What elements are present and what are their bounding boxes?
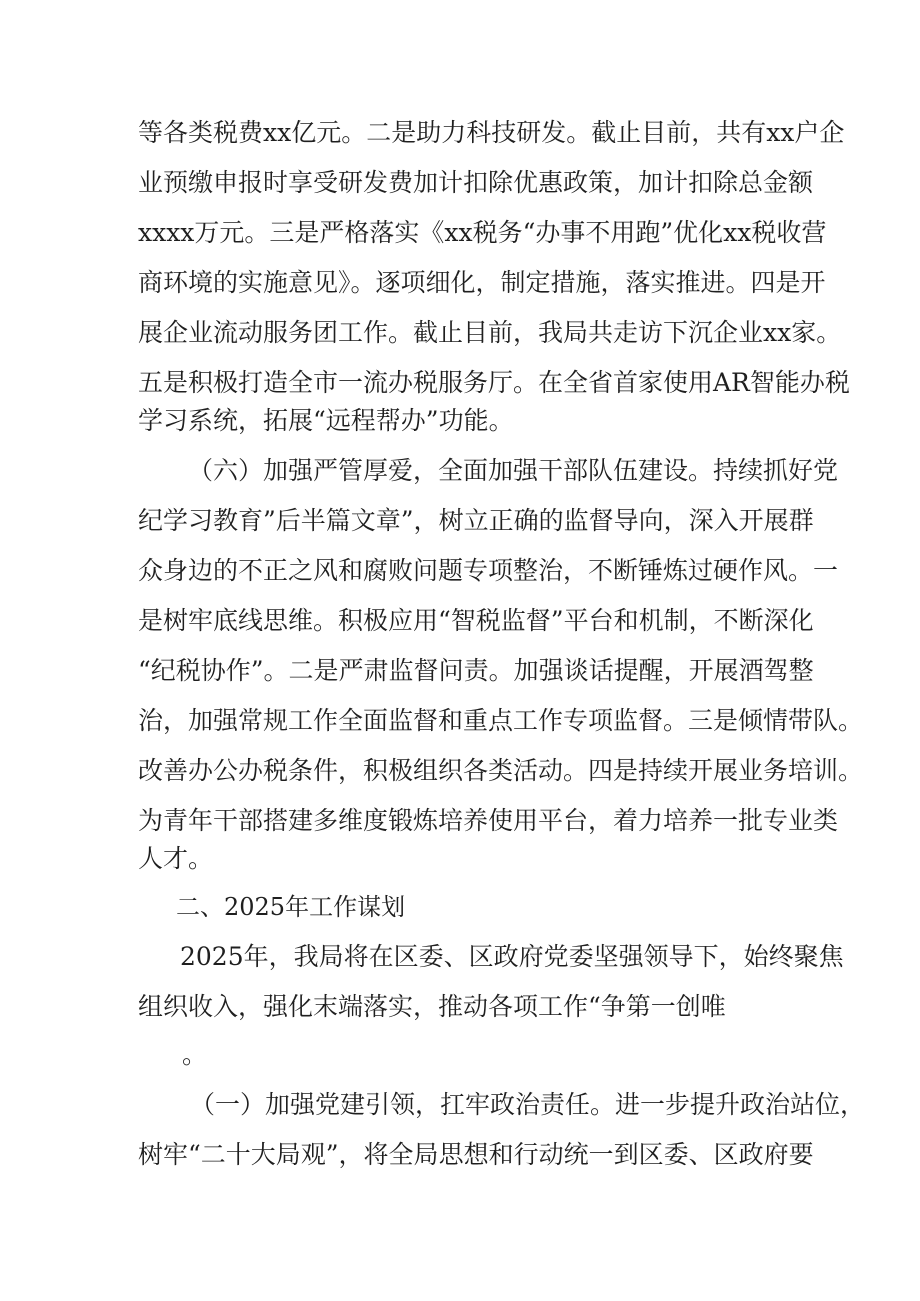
paragraph-line: 治，加强常规工作全面监督和重点工作专项监督。三是倾情带队。 xyxy=(138,706,864,735)
section-title: 二、2025年工作谋划 xyxy=(176,893,406,921)
paragraph-line: 2025年，我局将在区委、区政府党委坚强领导下，始终聚焦 xyxy=(180,942,844,971)
paragraph-line: 改善办公办税条件，积极组织各类活动。四是持续开展业务培训。 xyxy=(138,756,864,785)
paragraph-line: 展企业流动服务团工作。截止目前，我局共走访下沉企业xx家。 xyxy=(138,318,842,347)
paragraph-line: 商环境的实施意见》。逐项细化，制定措施，落实推进。四是开 xyxy=(138,268,826,297)
paragraph-line: xxxx万元。三是严格落实《xx税务“办事不用跑”优化xx税收营 xyxy=(138,218,827,247)
paragraph-line: 人才。 xyxy=(138,844,214,873)
section-heading-line: （一）加强党建引领，扛牢政治责任。进一步提升政治站位， xyxy=(190,1090,866,1119)
paragraph-line: 五是积极打造全市一流办税服务厅。在全省首家使用AR智能办税 xyxy=(138,368,850,397)
paragraph-line: “纪税协作”。二是严肃监督问责。加强谈话提醒，开展酒驾整 xyxy=(138,656,814,685)
paragraph-line: 等各类税费xx亿元。二是助力科技研发。截止目前，共有xx户企 xyxy=(138,118,845,147)
paragraph-line: 组织收入，强化末端落实，推动各项工作“争第一创唯 xyxy=(138,992,726,1021)
paragraph-line: 为青年干部搭建多维度锻炼培养使用平台，着力培养一批专业类 xyxy=(138,806,839,835)
paragraph-line: 学习系统，拓展“远程帮办”功能。 xyxy=(138,406,514,435)
section-heading-line: （六）加强严管厚爱，全面加强干部队伍建设。持续抓好党 xyxy=(188,456,839,485)
paragraph-line: 业预缴申报时享受研发费加计扣除优惠政策，加计扣除总金额 xyxy=(138,168,814,197)
paragraph-line: 树牢“二十大局观”，将全局思想和行动统一到区委、区政府要 xyxy=(138,1140,814,1169)
paragraph-line: 是树牢底线思维。积极应用“智税监督”平台和机制，不断深化 xyxy=(138,606,814,635)
paragraph-line: 纪学习教育”后半篇文章”，树立正确的监督导向，深入开展群 xyxy=(138,506,814,535)
paragraph-line: 。 xyxy=(182,1040,208,1069)
paragraph-line: 众身边的不正之风和腐败问题专项整治，不断锤炼过硬作风。一 xyxy=(138,556,839,585)
